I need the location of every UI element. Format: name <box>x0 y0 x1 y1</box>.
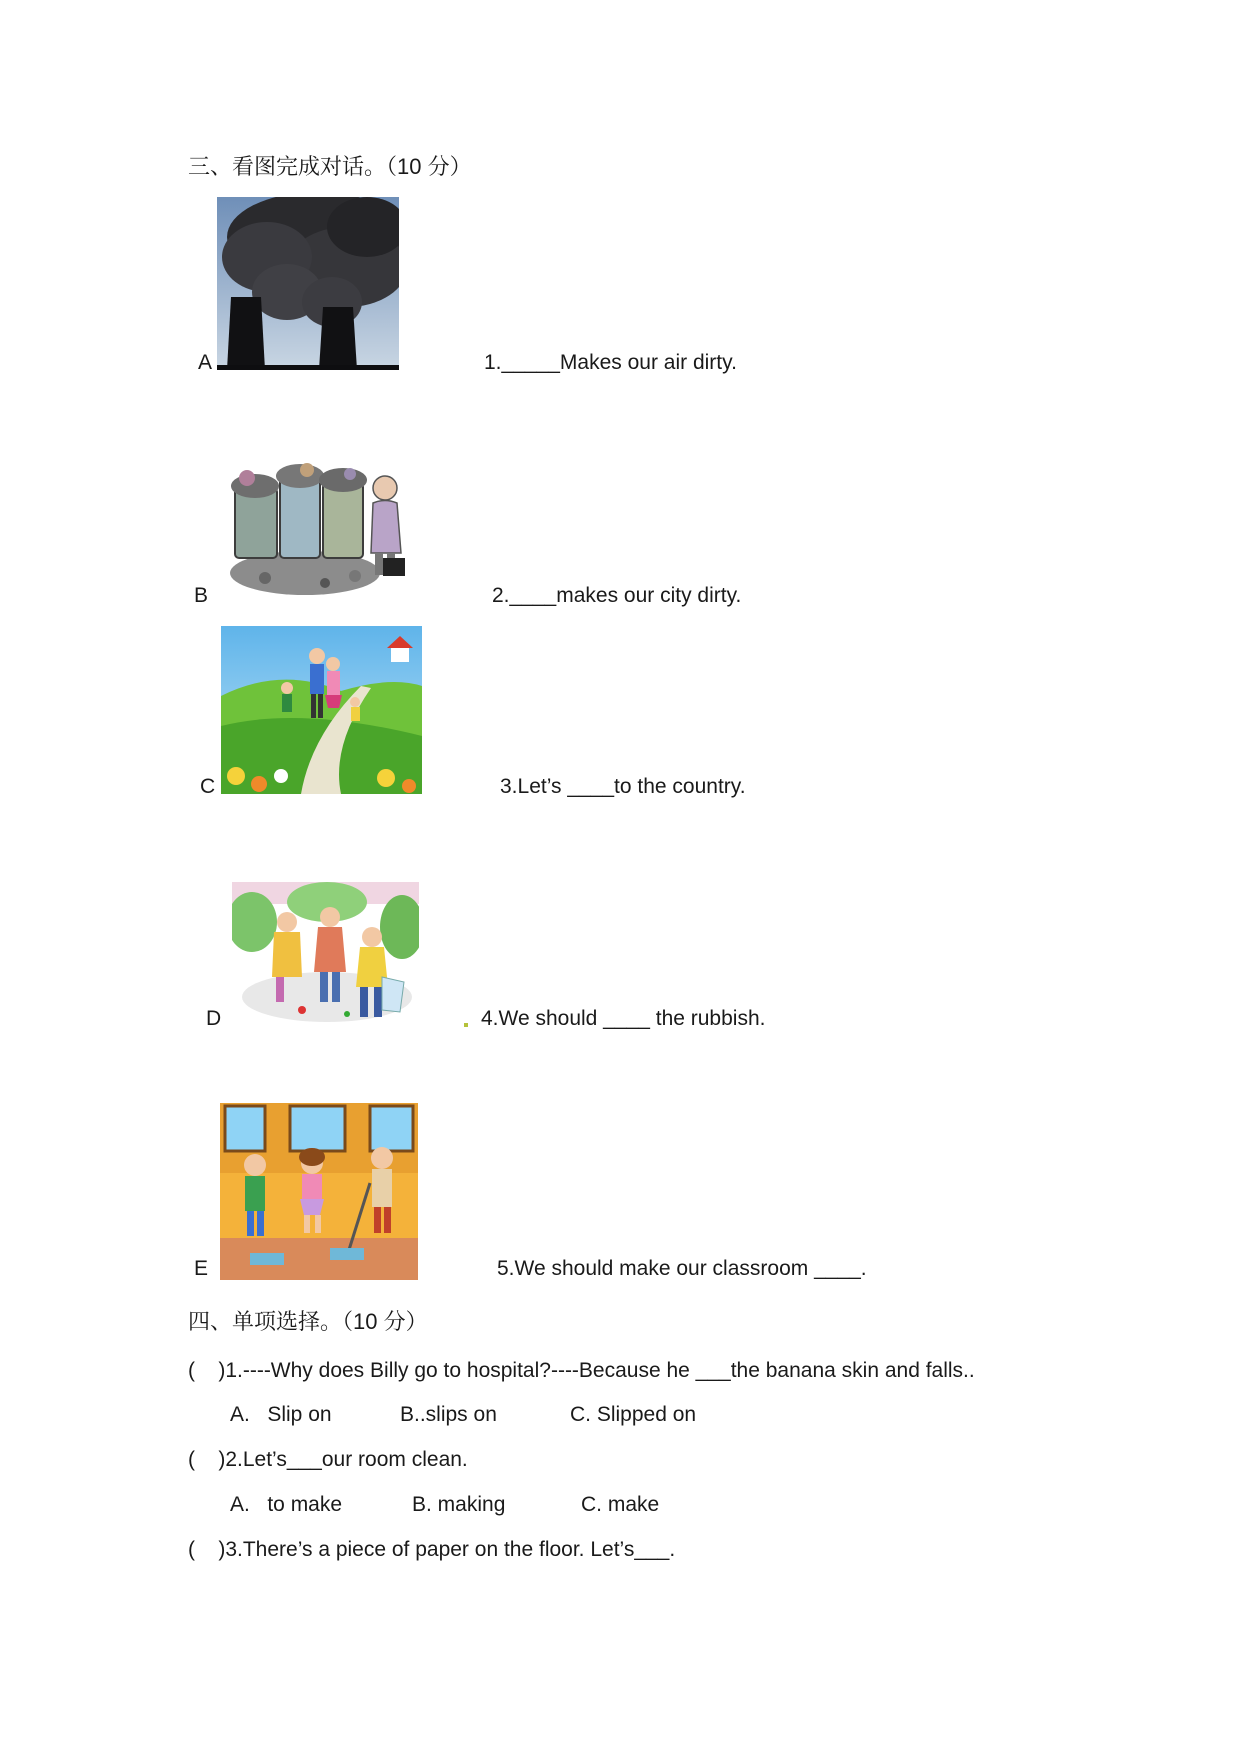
question-2-option-a: A. to make <box>230 1493 343 1516</box>
item-b-letter: B <box>194 584 209 607</box>
question-3-stem: ( )3.There’s a piece of paper on the floor. Let’s___. <box>188 1538 676 1561</box>
picking-up-rubbish-picture <box>232 882 419 1027</box>
item-e-letter: E <box>194 1257 209 1280</box>
question-1-option-a: A. Slip on <box>230 1403 332 1426</box>
question-1-option-b: B..slips on <box>400 1403 497 1426</box>
overflowing-bins-picture <box>225 448 411 600</box>
cleaning-classroom-picture <box>220 1103 418 1280</box>
item-1-sentence: 1._____Makes our air dirty. <box>484 351 737 374</box>
item-d-letter: D <box>206 1007 222 1030</box>
item-4-sentence: 4.We should ____ the rubbish. <box>481 1007 766 1030</box>
question-2-stem: ( )2.Let’s___our room clean. <box>188 1448 468 1471</box>
item-5-sentence: 5.We should make our classroom ____. <box>497 1257 867 1280</box>
family-countryside-picture <box>221 626 422 794</box>
question-1-option-c: C. Slipped on <box>570 1403 697 1426</box>
item-3-sentence: 3.Let’s ____to the country. <box>500 775 746 798</box>
item-c-letter: C <box>200 775 216 798</box>
section4-heading: 四、单项选择。（10 分） <box>188 1309 428 1334</box>
question-1-stem: ( )1.----Why does Billy go to hospital?----Because he ___the banana skin and falls.. <box>188 1359 975 1382</box>
question-2-option-c: C. make <box>581 1493 660 1516</box>
section3-heading: 三、看图完成对话。（10 分） <box>188 154 472 179</box>
stray-dot-mark <box>464 1023 468 1027</box>
question-2-option-b: B. making <box>412 1493 506 1516</box>
factory-smoke-picture <box>217 197 399 370</box>
item-a-letter: A <box>198 351 213 374</box>
item-2-sentence: 2.____makes our city dirty. <box>492 584 742 607</box>
